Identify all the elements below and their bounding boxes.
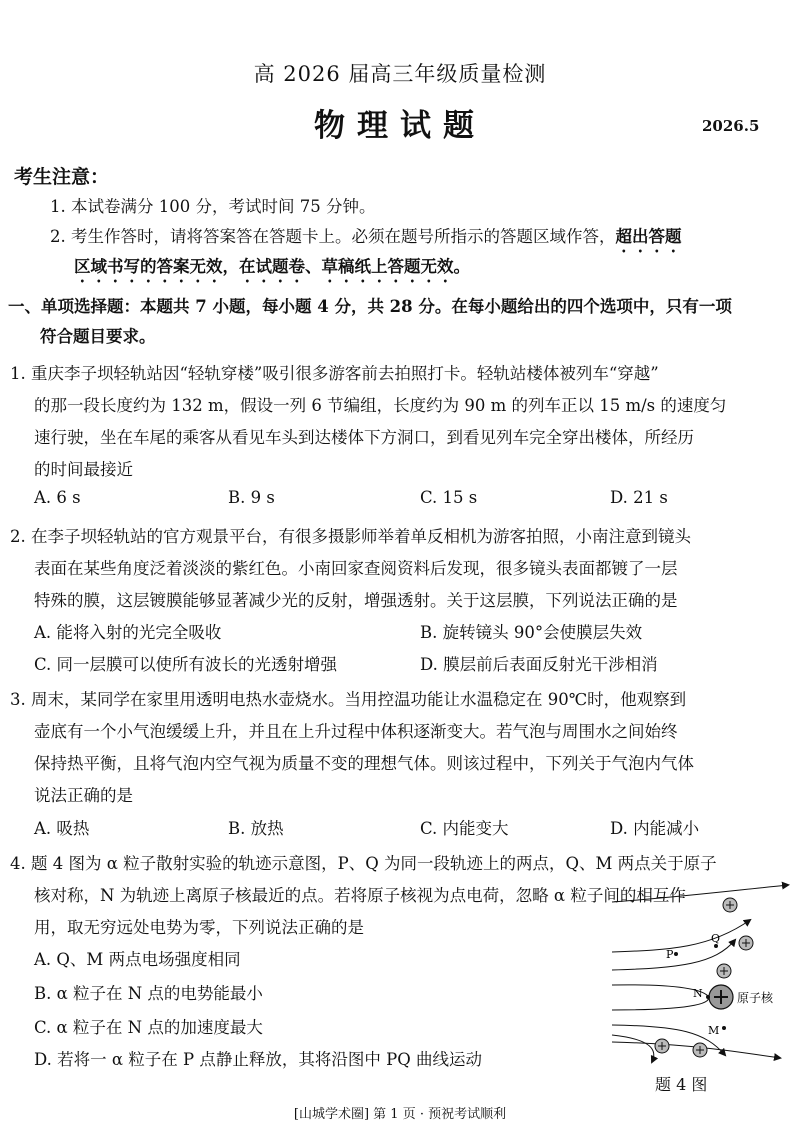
exam-title: 高 2026 届高三年级质量检测 — [253, 62, 547, 86]
exam-date: 2026.5 — [702, 117, 760, 135]
q1-option-c: C. 15 s — [420, 488, 478, 507]
label-q: Q — [711, 932, 721, 945]
q2-stem-line-2: 表面在某些角度泛着淡淡的紫红色。小南回家查阅资料后发现，很多镜头表面都镀了一层 — [34, 559, 678, 578]
q4-option-b: B. α 粒子在 N 点的电势能最小 — [34, 984, 263, 1003]
q1-stem-line-1: 1. 重庆李子坝轻轨站因“轻轨穿楼”吸引很多游客前去拍照打卡。轻轨站楼体被列车“穿越” — [10, 364, 659, 383]
q3-stem-line-3: 保持热平衡，且将气泡内空气视为质量不变的理想气体。则该过程中，下列关于气泡内气体 — [34, 754, 694, 773]
label-m: M — [708, 1024, 720, 1037]
q3-option-d: D. 内能减小 — [610, 819, 700, 838]
section-1-heading-cont: 符合题目要求。 — [40, 327, 156, 346]
q2-option-b: B. 旋转镜头 90°会使膜层失效 — [420, 623, 643, 642]
trajectory-top — [612, 885, 788, 902]
q3-option-b: B. 放热 — [228, 819, 284, 838]
subject-title: 物理试题 — [314, 108, 486, 144]
trajectory-pq — [612, 920, 750, 952]
section-1-heading: 一、单项选择题：本题共 7 小题，每小题 4 分，共 28 分。在每小题给出的四个选项中，只有一项 — [8, 297, 732, 316]
trajectory-bottom-left — [612, 1035, 654, 1062]
label-n: N — [693, 987, 703, 1000]
q4-stem-line-3: 用，取无穷远处电势为零，下列说法正确的是 — [34, 918, 364, 937]
q4-option-a: A. Q、M 两点电场强度相同 — [34, 950, 241, 969]
notice-item-1: 1. 本试卷满分 100 分，考试时间 75 分钟。 — [50, 197, 376, 216]
figure-4-caption: 题 4 图 — [655, 1075, 708, 1094]
q2-stem-line-1: 2. 在李子坝轻轨站的官方观景平台，有很多摄影师举着单反相机为游客拍照，小南注意到镜头 — [10, 527, 691, 546]
q3-stem-line-1: 3. 周末，某同学在家里用透明电热水壶烧水。当用控温功能让水温稳定在 90℃时，他观察到 — [10, 690, 687, 709]
q2-stem-line-3: 特殊的膜，这层镀膜能够显著减少光的反射，增强透射。关于这层膜，下列说法正确的是 — [34, 591, 678, 610]
q2-option-c: C. 同一层膜可以使所有波长的光透射增强 — [34, 655, 338, 674]
q3-option-a: A. 吸热 — [34, 819, 90, 838]
notice-item-2-emphasis-cont: 区域书写的答案无效，在试题卷、草稿纸上答题无效。 — [74, 257, 470, 276]
q4-option-c: C. α 粒子在 N 点的加速度最大 — [34, 1018, 263, 1037]
q3-option-c: C. 内能变大 — [420, 819, 509, 838]
q1-stem-line-2: 的那一段长度约为 132 m，假设一列 6 节编组，长度约为 90 m 的列车正以 15 m/s 的速度匀 — [34, 396, 727, 415]
q3-stem-line-4: 说法正确的是 — [34, 786, 133, 805]
q2-option-a: A. 能将入射的光完全吸收 — [34, 623, 222, 642]
q1-option-b: B. 9 s — [228, 488, 275, 507]
q4-option-d: D. 若将一 α 粒子在 P 点静止释放，其将沿图中 PQ 曲线运动 — [34, 1050, 482, 1069]
q1-stem-line-4: 的时间最接近 — [34, 460, 133, 479]
nuclei-small — [655, 898, 753, 1057]
q1-stem-line-3: 速行驶，坐在车尾的乘客从看见车头到达楼体下方洞口，到看见列车完全穿出楼体，所经历 — [34, 428, 694, 447]
notice-item-2-emphasis: 超出答题 — [615, 227, 682, 246]
q1-option-d: D. 21 s — [610, 488, 668, 507]
page-footer: [山城学术圈] 第 1 页 · 预祝考试顺利 — [293, 1107, 507, 1122]
alpha-scattering-figure — [600, 880, 795, 1070]
q3-stem-line-2: 壶底有一个小气泡缓缓上升，并且在上升过程中体积逐渐变大。若气泡与周围水之间始终 — [34, 722, 678, 741]
q4-stem-line-2: 核对称，N 为轨迹上离原子核最近的点。若将原子核视为点电荷，忽略 α 粒子间的相互作 — [34, 886, 686, 905]
nucleus-label: 原子核 — [737, 991, 774, 1005]
notice-item-2-text: 2. 考生作答时，请将答案答在答题卡上。必须在题号所指示的答题区域作答， — [50, 227, 616, 246]
q1-option-a: A. 6 s — [34, 488, 81, 507]
notice-item-2 — [50, 223, 682, 256]
q4-stem-line-1: 4. 题 4 图为 α 粒子散射实验的轨迹示意图，P、Q 为同一段轨迹上的两点，Q、M 两点关于原子 — [10, 854, 717, 873]
q2-option-d: D. 膜层前后表面反射光干涉相消 — [420, 655, 658, 674]
label-p: P — [666, 948, 674, 961]
notice-heading: 考生注意： — [14, 166, 110, 188]
